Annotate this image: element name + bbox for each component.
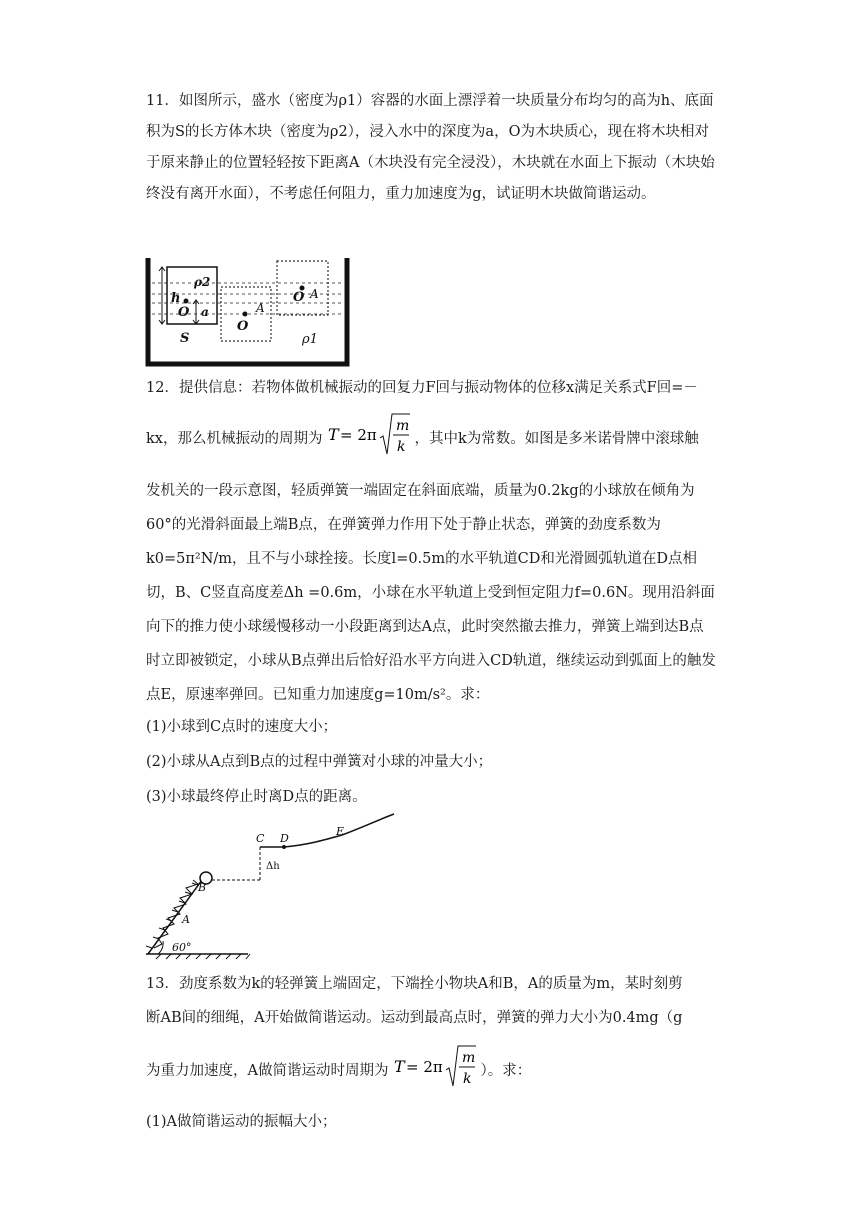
label-E: E: [336, 825, 345, 838]
label-O2: O: [237, 319, 249, 334]
q11-figure: [144, 256, 350, 368]
label-O3: O: [293, 290, 305, 305]
formula13-T: T: [394, 1057, 406, 1076]
q13-line1: 13．劲度系数为k的轻弹簧上端固定，下端拴小物块A和B，A的质量为m，某时刻剪: [146, 976, 683, 992]
period-formula-13: [392, 1042, 476, 1096]
q12-sub3: (3)小球最终停止时离D点的距离。: [146, 789, 367, 805]
q12-line2: [146, 410, 699, 464]
formula13-eq: = 2π: [406, 1058, 444, 1076]
label-S: S: [180, 331, 190, 346]
period-formula: [326, 410, 410, 464]
formula-T: T: [328, 425, 340, 444]
formula-den: k: [397, 439, 406, 455]
label-rho2: ρ2: [194, 275, 211, 289]
label-angle: 60°: [172, 941, 192, 954]
label-A2: A: [256, 301, 265, 315]
formula13-den: k: [463, 1071, 472, 1087]
q13-sub1: (1)A做简谐运动的振幅大小；: [146, 1114, 337, 1130]
q12-line2-post: ，其中k为常数。如图是多米诺骨牌中滚球触: [414, 430, 699, 447]
q12-line2-pre: kx，那么机械振动的周期为: [146, 430, 323, 447]
q13-line3-post: ）。求：: [480, 1062, 532, 1079]
q12-figure: [146, 810, 398, 960]
formula13-num: m: [462, 1050, 476, 1066]
label-rho1: ρ1: [302, 332, 318, 347]
label-B: B: [198, 881, 207, 894]
label-O1: O: [178, 305, 190, 320]
label-A: A: [182, 913, 190, 926]
q13-line3: [146, 1042, 531, 1096]
label-dh: Δh: [266, 861, 280, 872]
period-formula-13-svg: [392, 1042, 476, 1092]
label-C: C: [256, 832, 265, 845]
q13-line2: 断AB间的细绳，A开始做简谐运动。运动到最高点时，弹簧的弹力大小为0.4mg（g: [146, 1010, 683, 1026]
label-A3: A: [310, 287, 319, 301]
label-D: D: [280, 832, 289, 845]
q12-sub2: (2)小球从A点到B点的过程中弹簧对小球的冲量大小；: [146, 754, 493, 770]
formula-num: m: [396, 418, 410, 434]
label-a: a: [201, 305, 209, 319]
q13-line3-pre: 为重力加速度，A做简谐运动时周期为: [146, 1062, 389, 1079]
label-h: h: [171, 291, 181, 306]
q12-body: 发机关的一段示意图，轻质弹簧一端固定在斜面底端，质量为0.2kg的小球放在倾角为60°的光滑斜面最上端B点，在弹簧弹力作用下处于静止状态，弹簧的劲度系数为k0=5π²N/m，且不与小球拴接。长度l=0.5m的水平轨道CD和光滑圆弧轨道在D点相切，B、C竖直高度差Δh =0.6m，小球在水平轨道上受到恒定阻力f=0.6N。现用沿斜面向下的推力使小球缓慢移动一小段距离到达A点，此时突然撤去推力，弹簧上端到达B点时立即被锁定，小球从B点弹出后恰好沿水平方向进入CD轨道，继续运动到弧面上的触发点E，原速率弹回。已知重力加速度g=10m/s²。求：: [146, 483, 716, 703]
q12-sub1: (1)小球到C点时的速度大小；: [146, 719, 338, 735]
period-formula-svg: [326, 410, 410, 460]
q12-line1: 12．提供信息：若物体做机械振动的回复力F回与振动物体的位移x满足关系式F回=－: [146, 380, 698, 396]
formula-eq: = 2π: [340, 426, 378, 444]
q11-text: 11．如图所示，盛水（密度为ρ1）容器的水面上漂浮着一块质量分布均匀的高为h、底面积为S的长方体木块（密度为ρ2），浸入水中的深度为a，O为木块质心，现在将木块相对于原来静止的位置轻轻按下距离A（木块没有完全浸没），木块就在水面上下振动（木块始终没有离开水面），不考虑任何阻力，重力加速度为g，试证明木块做简谐运动。: [146, 93, 715, 202]
